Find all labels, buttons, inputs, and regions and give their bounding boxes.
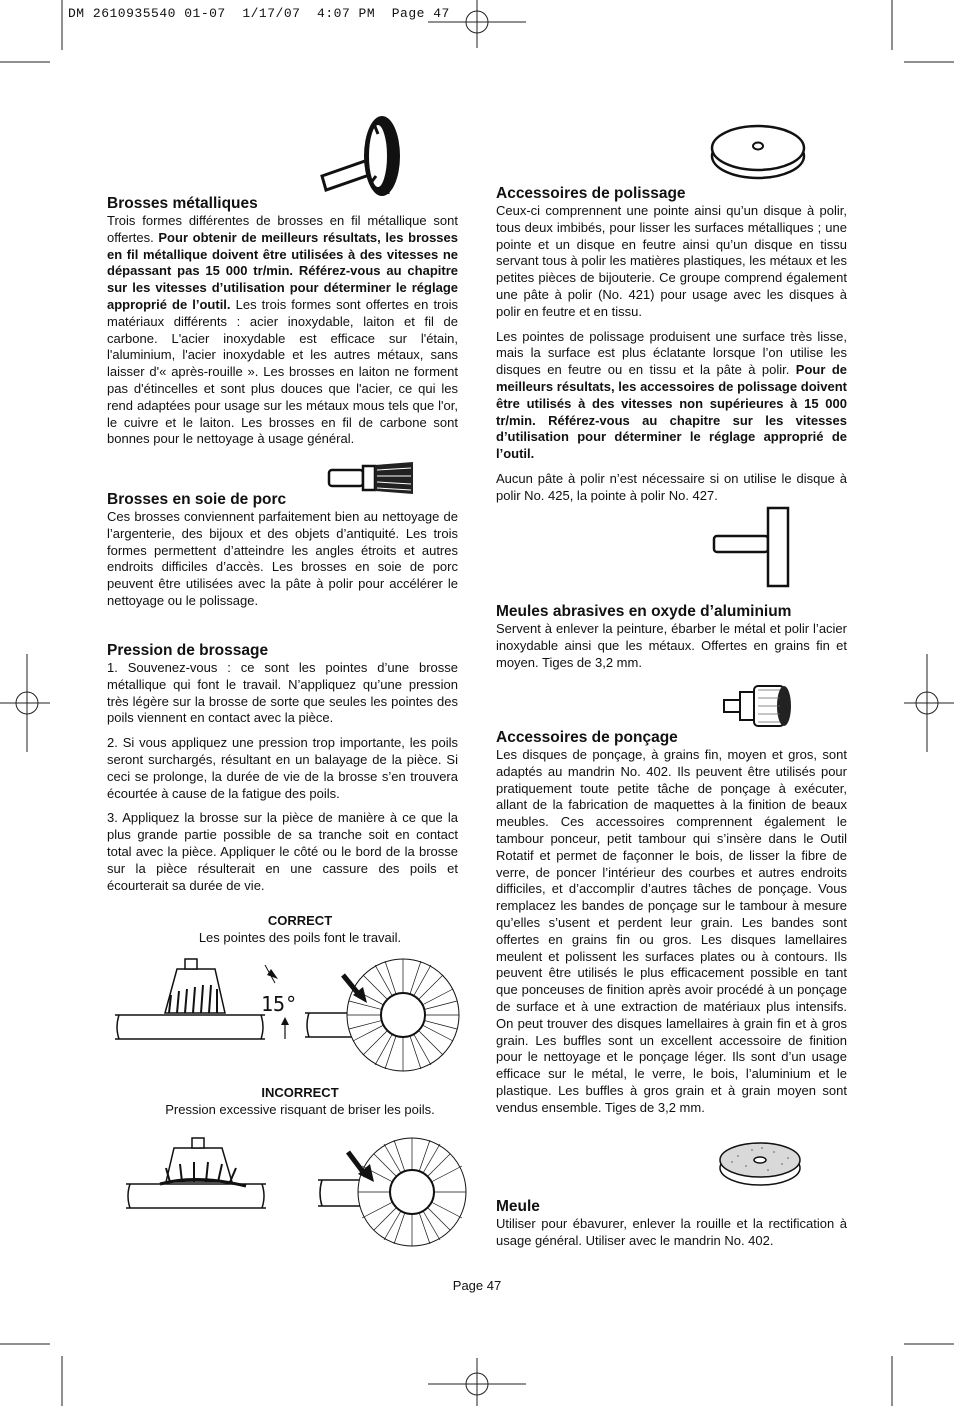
text-bristle-brushes: Ces brosses conviennent parfaitement bien au nettoyage de l’argenterie, des bijoux et des objets d’antiquité. Les trois formes permettent d’atteindre les angles étroits et autres endroits difficiles d’accès. Les brosses en soie de porc peuvent être utilisées avec la pâte à polir pour accélérer le nettoyage ou le polissage.	[107, 509, 458, 608]
section-grinding	[496, 1198, 847, 1250]
heading-grinding: Meule	[496, 1198, 540, 1215]
heading-brushing-pressure: Pression de brossage	[107, 642, 269, 659]
aluminum-oxide-stone-illustration	[712, 506, 792, 588]
sanding-drum-illustration	[722, 684, 794, 730]
figure-incorrect-caption	[107, 1084, 493, 1118]
figure-correct-caption	[107, 912, 493, 946]
section-bristle-brushes	[107, 491, 458, 610]
text-span: Les trois formes sont offertes en trois matériaux différents : acier inoxydable, laiton et fil de carbone. L'acier inoxydable est efficace sur l'étain, l'aluminium, l'acier inoxydable et les autres métaux, sans laisser d'« après-rouille ». Les brosses en laiton ne forment pas d'étincelles et sont plus douces que l'acier, ce qui les rend adaptées pour usage sur les métaux mous tels que l'or, le cuivre et le laiton. Les brosses en fil de carbone sont bonnes pour le nettoyage à usage général.	[107, 296, 458, 447]
figure-correct-illustration	[115, 955, 455, 1055]
text-span: Les pointes de polissage produisent une surface très lisse, mais la surface est plus éclatante lorsque l’on utilise les disques en feutre ou en tissu et la pâte à polir.	[496, 328, 847, 378]
section-sanding	[496, 729, 847, 1117]
pressure-item-1: 1. Souvenez-vous : ce sont les pointes d’une brosse métallique qui font le travail. N’appliquez qu’une pression très légère sur la brosse de sorte que seules les pointes des poils viennent en contact avec la pièce.	[107, 660, 458, 726]
page-number: Page 47	[452, 1278, 502, 1293]
polishing-disc-illustration	[708, 122, 808, 182]
figure-incorrect-illustration	[126, 1134, 466, 1246]
caption-incorrect: Pression excessive risquant de briser les poils.	[165, 1102, 435, 1117]
section-brushing-pressure	[107, 642, 458, 894]
label-incorrect: INCORRECT	[261, 1085, 339, 1100]
heading-sanding: Accessoires de ponçage	[496, 729, 678, 746]
polishing-text-2	[496, 329, 847, 463]
pressure-item-3: 3. Appliquez la brosse sur la pièce de manière à ce que la plus grande partie possible de sa tranche soit en contact total avec la pièce. Appliquer le côté ou le bord de la brosse sur la pièce résulterait en une cassure des poils et écourterait sa durée de vie.	[107, 810, 458, 893]
section-polishing	[496, 185, 847, 505]
heading-aluminum-oxide: Meules abrasives en oxyde d’aluminium	[496, 603, 792, 620]
text-span: Trois formes différentes de brosses en fil métallique sont offertes.	[107, 213, 458, 245]
label-correct: CORRECT	[267, 913, 333, 928]
text-bold: Pour de meilleurs résultats, les accessoires de polissage doivent être utilisés à des vitesses non supérieures à 15 000 tr/min. Référez-vous au chapitre sur les vitesses d’utilisation pour déterminer le réglage approprié de l’outil.	[496, 362, 847, 462]
text-aluminum-oxide: Servent à enlever la peinture, ébarber le métal et polir l’acier inoxydable ainsi que les métaux. Offertes en grains fin et moyen. Tiges de 3,2 mm.	[496, 621, 847, 670]
text-wire-brushes	[107, 213, 458, 448]
text-bold: Pour obtenir de meilleurs résultats, les brosses en fil métallique doivent être utilisées à des vitesses ne dépassant pas 15 000 tr/min. Référez-vous au chapitre sur les vitesses d’utilisation pour déterminer le réglage approprié de l’outil.	[107, 229, 458, 312]
heading-bristle-brushes: Brosses en soie de porc	[107, 491, 287, 508]
angle-label: 15°	[261, 992, 298, 1016]
heading-wire-brushes: Brosses métalliques	[107, 195, 258, 212]
polishing-text-3: Aucun pâte à polir n’est nécessaire si on utilise le disque à polir No. 425, la pointe à polir No. 427.	[496, 470, 847, 503]
text-sanding: Les disques de ponçage, à grains fin, moyen et gros, sont adaptés au mandrin No. 402. Ils peuvent être utilisés pour pratiquement toute petite tâche de ponçage à exécuter, allant de la fabrication de maquettes à la finition de beaux meubles. Ces accessoires comprennent également le tambour ponceur, petit tambour qui s’insère dans le Outil Rotatif et permet de façonner le bois, de lisser la fibre de verre, de poncer l’intérieur des courbes et autres endroits difficiles, et d’accomplir d’autres tâches de ponçage. Vous remplacez les bandes de ponçage sur le tambour à mesure qu’elles s’usent et perdent leur grain. Les bandes sont offertes en grains fin ou gros. Les disques lamellaires meulent et polissent les surfaces plates ou à contours. Ils peuvent être utilisés le plus efficacement possible en tant que ponceuses de finition après avoir procédé à un ponçage de surface et à une extraction de matériaux plus intensifs. On peut trouver des disques lamellaires à grain fin et à gros grain. Les buffles sont un excellent accessoire de finition pour le nettoyage et le ponçage léger. Ils sont d’un usage efficace sur le métal, le verre, le bois, l’aluminium et le plastique. Les buffles à gros grain et à grain moyen sont vendus ensemble. Tiges de 3,2 mm.	[496, 747, 847, 1115]
print-header: DM 2610935540 01-07 1/17/07 4:07 PM Page 47	[68, 6, 450, 21]
grinding-wheel-illustration	[718, 1138, 802, 1188]
pressure-item-2: 2. Si vous appliquez une pression trop importante, les poils seront surchargés, résultant en un balayage de la pièce. Si ceci se prolonge, la durée de vie de la brosse s’en trouvera écourtée à cause de la fatigue des poils.	[107, 735, 458, 801]
section-wire-brushes	[107, 195, 458, 448]
section-aluminum-oxide	[496, 603, 847, 671]
text-grinding: Utiliser pour ébavurer, enlever la rouille et la rectification à usage général. Utiliser avec le mandrin No. 402.	[496, 1216, 847, 1248]
caption-correct: Les pointes des poils font le travail.	[198, 930, 402, 945]
heading-polishing: Accessoires de polissage	[496, 185, 686, 202]
wire-brush-illustration	[316, 114, 416, 204]
polishing-text-1: Ceux-ci comprennent une pointe ainsi qu’un disque à polir, tous deux imbibés, pour lisser les surfaces métalliques ; une pointe et un disque en feutre ainsi qu’un disque en tissu servant tous à polir les matières plastiques, les métaux et les petites pièces de bijouterie. Ce groupe comprend également une pâte à polir (No. 421) pour usage avec les disques à polir en feutre et en tissu.	[496, 203, 847, 319]
